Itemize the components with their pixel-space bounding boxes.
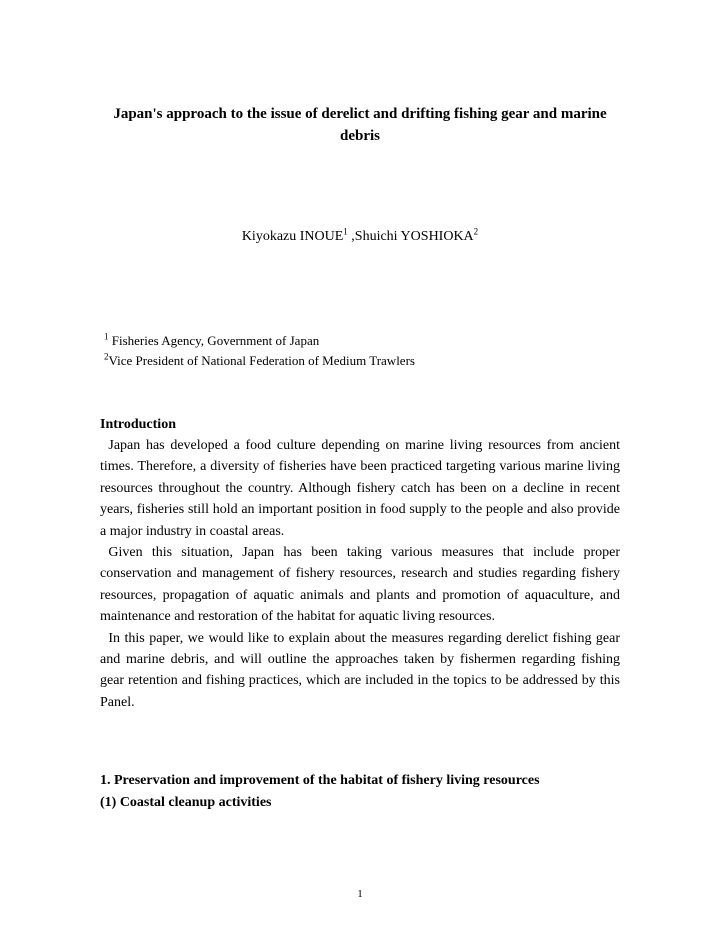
- affiliations: [104, 331, 415, 371]
- section-heading: 1. Preservation and improvement of the habitat of fishery living resources: [100, 773, 540, 788]
- introduction-heading: Introduction: [100, 417, 176, 432]
- paragraph: Japan has developed a food culture depending on marine living resources from ancient times. Therefore, a diversity of fisheries have been practiced targeting various marine living resources throughout the country. Although fishery catch has been on a decline in recent years, fisheries still hold an important position in food supply to the people and also provide a major industry in coastal areas.: [100, 438, 620, 539]
- affiliation-text: Fisheries Agency, Government of Japan: [108, 333, 320, 348]
- affiliation-text: Vice President of National Federation of Medium Trawlers: [108, 353, 415, 368]
- affiliation-mark: 1: [104, 331, 109, 342]
- author-affiliation-mark: 2: [473, 226, 479, 237]
- author-name: Shuichi YOSHIOKA: [354, 229, 474, 244]
- paragraph: In this paper, we would like to explain about the measures regarding derelict fishing gear and marine debris, and will outline the approaches taken by fishermen regarding fishing gear retention and fishing practices, which are included in the topics to be addressed by this Panel.: [100, 630, 620, 710]
- introduction-body: [100, 435, 620, 713]
- affiliation-mark: 2: [104, 351, 109, 362]
- affiliation-item: [104, 331, 415, 351]
- paragraph: Given this situation, Japan has been taking various measures that include proper conservation and management of fishery resources, research and studies regarding fishery resources, propagation of aquatic animals and plants and promotion of aquaculture, and maintenance and restoration of the habitat for aquatic living resources.: [100, 545, 620, 625]
- affiliation-item: [104, 351, 415, 371]
- author-line: [100, 227, 620, 247]
- paper-title: Japan's approach to the issue of derelict and drifting fishing gear and marine debris: [113, 106, 607, 144]
- author-separator: ,: [347, 229, 355, 244]
- subsection-heading: (1) Coastal cleanup activities: [100, 795, 272, 810]
- page-number: 1: [357, 888, 363, 900]
- author-name: Kiyokazu INOUE: [241, 229, 344, 244]
- author-affiliation-mark: 1: [343, 226, 348, 237]
